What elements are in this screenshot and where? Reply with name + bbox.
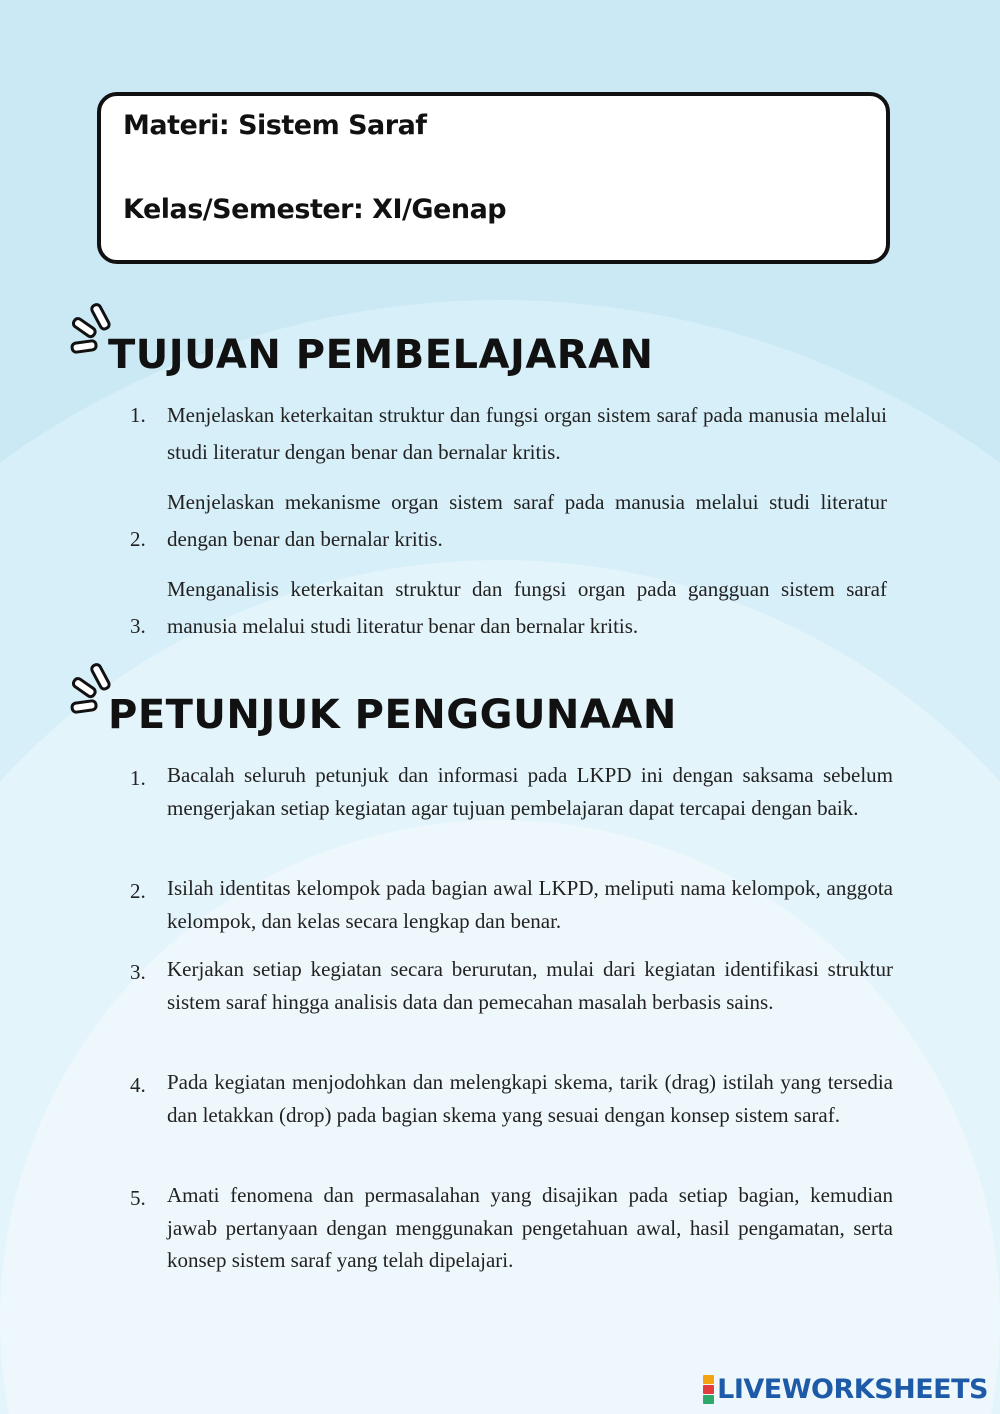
materi-label: Materi: Sistem Saraf <box>123 110 427 141</box>
item-number: 1. <box>130 403 146 427</box>
liveworksheets-brand[interactable] <box>703 1372 988 1406</box>
item-text: Menjelaskan keterkaitan struktur dan fungsi organ sistem saraf pada manusia melalui studi literatur dengan benar dan bernalar kritis. <box>167 403 887 464</box>
item-number: 3. <box>130 960 146 984</box>
item-number: 2. <box>130 527 146 551</box>
item-text: Menjelaskan mekanisme organ sistem saraf pada manusia melalui studi literatur dengan benar dan bernalar kritis. <box>167 490 887 551</box>
item-text: Bacalah seluruh petunjuk dan informasi pada LKPD ini dengan saksama sebelum mengerjakan setiap kegiatan agar tujuan pembelajaran dapat tercapai dengan baik. <box>167 763 893 820</box>
item-text: Pada kegiatan menjodohkan dan melengkapi skema, tarik (drag) istilah yang tersedia dan letakkan (drop) pada bagian skema yang sesuai dengan konsep sistem saraf. <box>167 1070 893 1127</box>
item-number: 1. <box>130 766 146 790</box>
item-number: 5. <box>130 1186 146 1210</box>
item-text: Kerjakan setiap kegiatan secara berurutan, mulai dari kegiatan identifikasi struktur sistem saraf hingga analisis data dan pemecahan masalah berbasis sains. <box>167 957 893 1014</box>
item-number: 2. <box>130 879 146 903</box>
liveworksheets-logo-icon <box>703 1375 714 1404</box>
tujuan-title: TUJUAN PEMBELAJARAN <box>108 332 654 378</box>
item-text: Amati fenomena dan permasalahan yang disajikan pada setiap bagian, kemudian jawab pertanyaan dengan menggunakan pengetahuan awal, hasil pengamatan, serta konsep sistem saraf yang telah dipelajari. <box>167 1183 893 1272</box>
kelas-semester-label: Kelas/Semester: XI/Genap <box>123 194 507 225</box>
item-text: Isilah identitas kelompok pada bagian awal LKPD, meliputi nama kelompok, anggota kelompok, dan kelas secara lengkap dan benar. <box>167 876 893 933</box>
info-box <box>97 92 890 264</box>
petunjuk-title: PETUNJUK PENGGUNAAN <box>108 692 677 738</box>
item-text: Menganalisis keterkaitan struktur dan fungsi organ pada gangguan sistem saraf manusia melalui studi literatur benar dan bernalar kritis. <box>167 577 887 638</box>
brand-name: LIVEWORKSHEETS <box>717 1373 988 1405</box>
item-number: 3. <box>130 614 146 638</box>
item-number: 4. <box>130 1073 146 1097</box>
